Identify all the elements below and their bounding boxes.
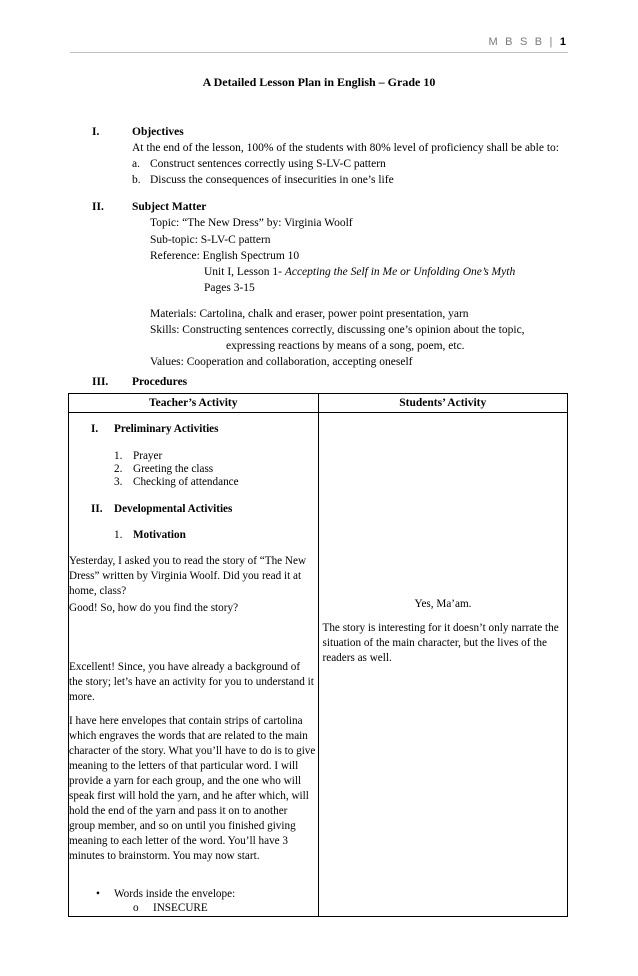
- section-number-objectives: I.: [92, 126, 100, 138]
- section-heading-objectives: Objectives: [132, 126, 184, 138]
- motivation-heading: Motivation: [133, 529, 186, 541]
- page-header: [489, 36, 566, 48]
- unit-prefix: Unit I, Lesson 1-: [204, 266, 285, 278]
- header-org: M B S B: [488, 36, 545, 48]
- prelim-item: Checking of attendance: [133, 476, 239, 488]
- subject-skills: Skills: Constructing sentences correctly, discussing one’s opinion about the topic,: [150, 324, 525, 336]
- bullet-text: Words inside the envelope:: [114, 888, 236, 900]
- procedures-table: [68, 393, 568, 917]
- prelim-item-number: 3.: [114, 476, 123, 488]
- motivation-number: 1.: [114, 529, 123, 541]
- prelim-heading: Preliminary Activities: [114, 423, 219, 435]
- header-divider: [70, 52, 568, 53]
- teacher-line-2: Good! So, how do you find the story?: [69, 602, 239, 614]
- prelim-item-number: 1.: [114, 450, 123, 462]
- section-heading-procedures: Procedures: [132, 376, 188, 388]
- prelim-item: Greeting the class: [133, 463, 214, 475]
- dev-number: II.: [91, 503, 103, 515]
- teacher-line-1: Yesterday, I asked you to read the story of “The New Dress” written by Virginia Woolf. Did you read it at home, class?: [69, 555, 307, 597]
- subject-skills-cont: expressing reactions by means of a song, poem, etc.: [226, 340, 465, 352]
- prelim-number: I.: [91, 423, 99, 435]
- objective-letter: a.: [132, 158, 140, 170]
- subject-subtopic: Sub-topic: S-LV-C pattern: [150, 234, 271, 246]
- column-header-students: Students’ Activity: [318, 394, 568, 413]
- student-response-2: The story is interesting for it doesn’t only narrate the situation of the main character, but the lives of the readers as well.: [322, 622, 559, 664]
- unit-title: Accepting the Self in Me or Unfolding One’s Myth: [284, 266, 516, 278]
- student-response-1: Yes, Ma’am.: [414, 598, 472, 610]
- students-activity-cell: [318, 413, 568, 917]
- subject-reference: Reference: English Spectrum 10: [150, 250, 300, 262]
- document-title: A Detailed Lesson Plan in English – Grade 10: [202, 75, 436, 89]
- subject-pages: Pages 3-15: [204, 282, 255, 294]
- subject-unit: [204, 264, 515, 280]
- bullet-dot: •: [96, 888, 100, 900]
- teacher-line-3: Excellent! Since, you have already a background of the story; let’s have an activity for you to understand it more.: [69, 661, 314, 703]
- subject-topic: Topic: “The New Dress” by: Virginia Woolf: [150, 217, 353, 229]
- subject-materials: Materials: Cartolina, chalk and eraser, power point presentation, yarn: [150, 308, 469, 320]
- objectives-intro: At the end of the lesson, 100% of the students with 80% level of proficiency shall be able to:: [132, 142, 559, 154]
- objective-item: Construct sentences correctly using S-LV-C pattern: [150, 158, 386, 170]
- objective-item: Discuss the consequences of insecurities in one’s life: [150, 174, 394, 186]
- section-number-subject: II.: [92, 201, 104, 213]
- sub-bullet-marker: o: [133, 902, 139, 914]
- subject-values: Values: Cooperation and collaboration, accepting oneself: [150, 356, 413, 368]
- header-separator: |: [549, 36, 555, 48]
- column-header-teacher: Teacher’s Activity: [69, 394, 319, 413]
- section-heading-subject: Subject Matter: [132, 201, 207, 213]
- section-number-procedures: III.: [92, 376, 109, 388]
- prelim-item-number: 2.: [114, 463, 123, 475]
- teacher-instructions: I have here envelopes that contain strips of cartolina which engraves the words that are related to the main character of the story. What you’ll have to do is to give meaning to the letters of that particular word. I will provide a yarn for each group, and the one who will speak first will hold the yarn, and he after which, will hold the end of the yarn and pass it on to another group member, and so on until you finished giving meaning to each letter of the word. You’ll have 3 minutes to brainstorm. You may now start.: [69, 715, 316, 862]
- prelim-item: Prayer: [133, 450, 163, 462]
- sub-bullet-text: INSECURE: [153, 902, 208, 914]
- dev-heading: Developmental Activities: [114, 503, 233, 515]
- objective-letter: b.: [132, 174, 141, 186]
- page-number: 1: [559, 36, 566, 48]
- teacher-activity-cell: [69, 413, 319, 917]
